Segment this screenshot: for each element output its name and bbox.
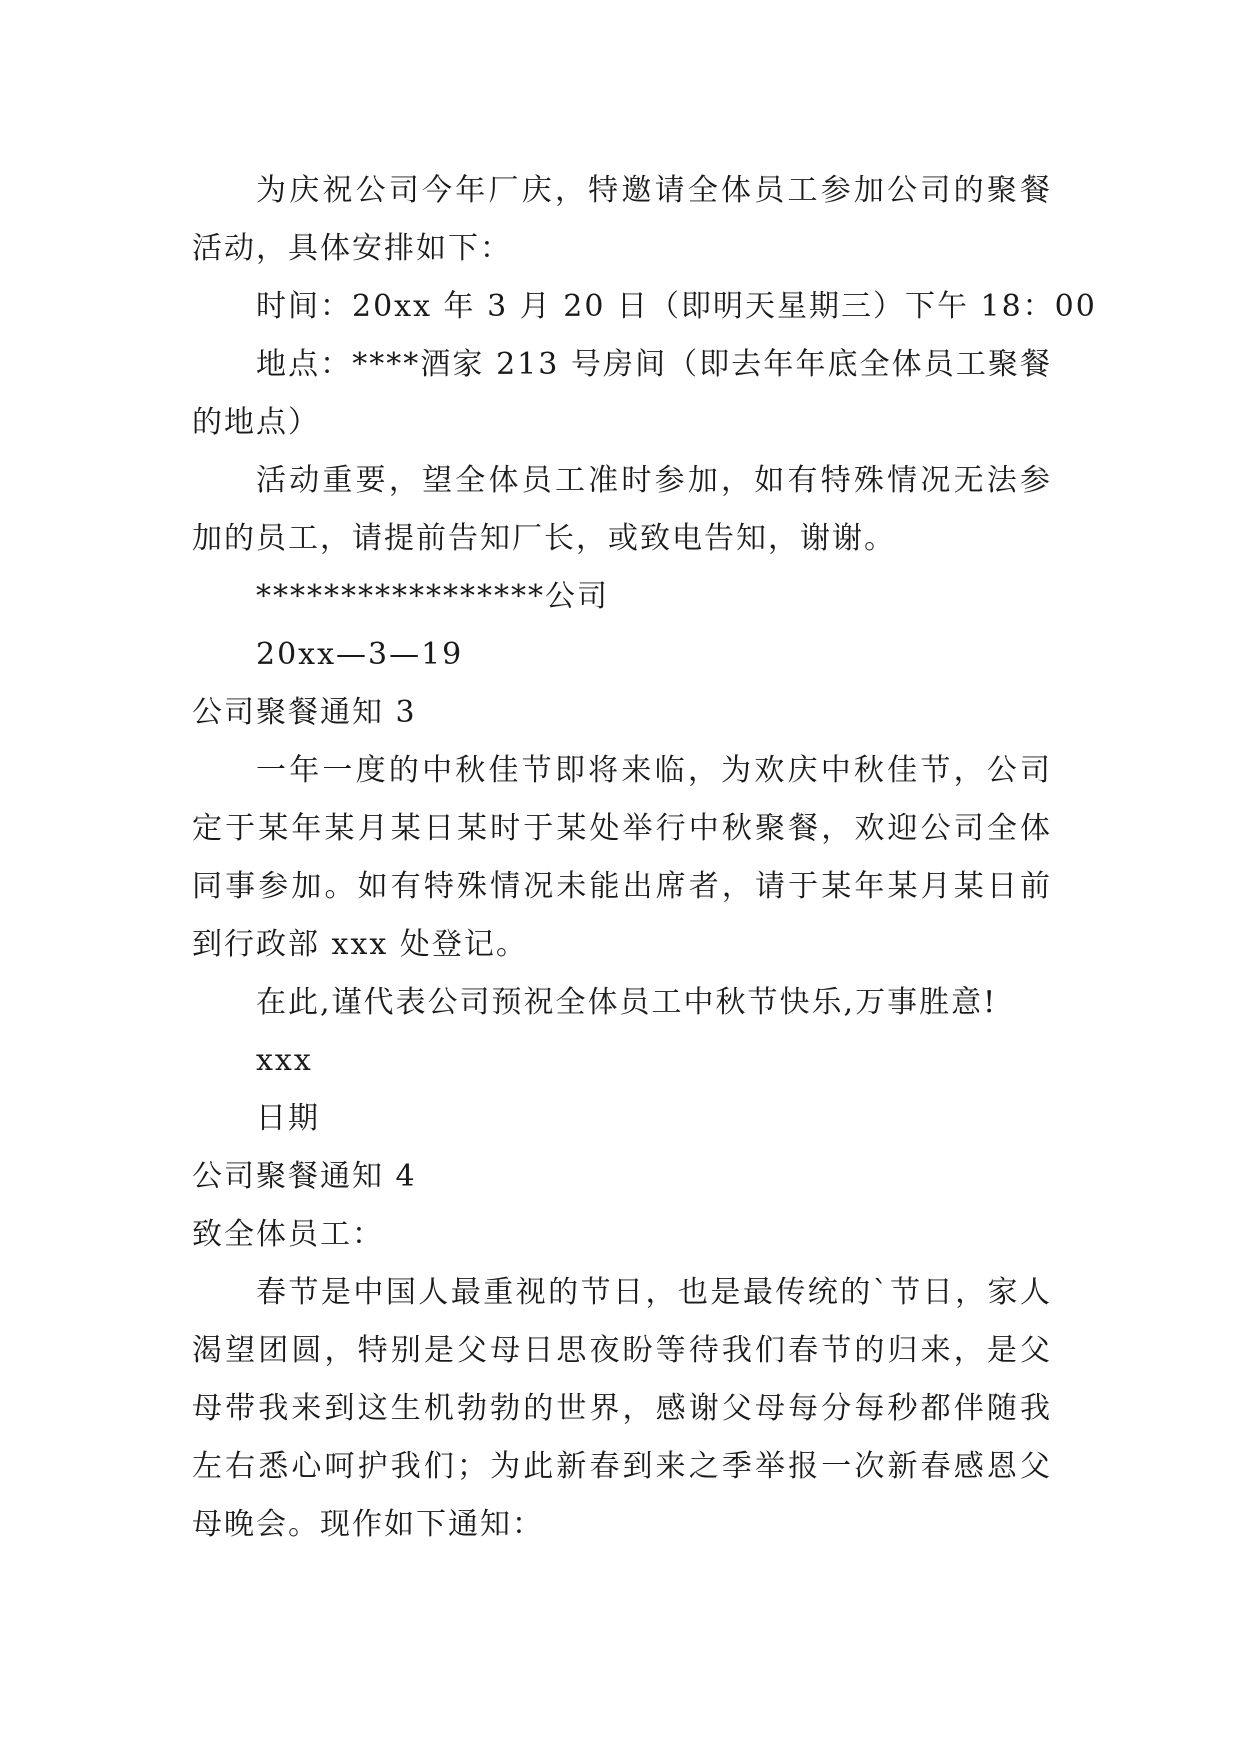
event-place-paragraph: 地点：****酒家 213 号房间（即去年年底全体员工聚餐的地点）	[192, 347, 1052, 440]
notice-date: 20xx—3—19	[256, 637, 464, 672]
section-3-signature: xxx	[256, 1043, 313, 1078]
attendance-notice-paragraph: 活动重要，望全体员工准时参加，如有特殊情况无法参加的员工，请提前告知厂长，或致电告知，谢谢。	[192, 463, 1052, 556]
company-signature: *****************公司	[256, 579, 609, 614]
section-4-salutation: 致全体员工：	[192, 1217, 384, 1252]
mid-autumn-notice-paragraph: 一年一度的中秋佳节即将来临，为欢庆中秋佳节，公司定于某年某月某日某时于某处举行中秋聚餐，欢迎公司全体同事参加。如有特殊情况未能出席者，请于某年某月某日前到行政部 xxx 处登记。	[192, 753, 1052, 962]
event-time-line: 时间：20xx 年 3 月 20 日（即明天星期三）下午 18：00	[256, 289, 1097, 324]
invitation-intro-paragraph: 为庆祝公司今年厂庆，特邀请全体员工参加公司的聚餐活动，具体安排如下：	[192, 173, 1052, 266]
spring-festival-notice-paragraph: 春节是中国人最重视的节日，也是最传统的`节日，家人渴望团圆，特别是父母日思夜盼等待我们春节的归来，是父母带我来到这生机勃勃的世界，感谢父母每分每秒都伴随我左右悉心呵护我们；为此新春到来之季举报一次新春感恩父母晚会。现作如下通知：	[192, 1275, 1052, 1542]
document-content	[192, 162, 1097, 1554]
section-4-title: 公司聚餐通知 4	[192, 1159, 417, 1194]
mid-autumn-wishes: 在此,谨代表公司预祝全体员工中秋节快乐,万事胜意!	[256, 985, 998, 1020]
section-3-title: 公司聚餐通知 3	[192, 695, 417, 730]
section-3-date: 日期	[256, 1101, 320, 1136]
